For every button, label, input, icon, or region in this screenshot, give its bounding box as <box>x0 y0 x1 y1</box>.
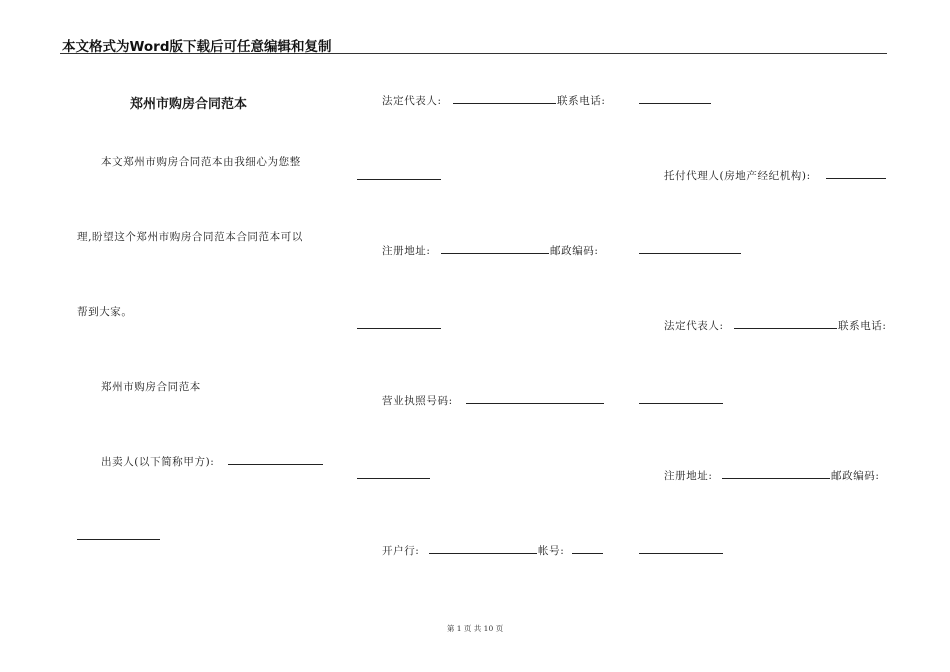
license-blank <box>466 403 604 404</box>
license-blank-extra <box>639 403 723 404</box>
header-divider <box>60 53 887 54</box>
bank-blank <box>429 553 537 554</box>
seller-label: 出卖人(以下简称甲方): <box>101 456 215 468</box>
postcode-label-2: 邮政编码: <box>831 470 880 482</box>
phone-label-2: 联系电话: <box>838 320 887 332</box>
contract-subtitle: 郑州市购房合同范本 <box>101 381 201 393</box>
page-indicator: 第 1 页 共 10 页 <box>446 624 504 633</box>
bank-label: 开户行: <box>382 545 420 557</box>
intro-line-2: 理,盼望这个郑州市购房合同范本合同范本可以 <box>77 231 303 243</box>
phone-blank <box>639 103 711 104</box>
intro-line-1: 本文郑州市购房合同范本由我细心为您整 <box>101 156 301 168</box>
continuation-blank <box>357 179 441 180</box>
download-banner: 本文格式为Word版下载后可任意编辑和复制 <box>62 39 332 55</box>
postcode-blank <box>639 253 741 254</box>
seller-blank <box>228 464 323 465</box>
account-blank <box>572 553 603 554</box>
continuation-blank <box>357 328 441 329</box>
account-label: 帐号: <box>538 545 565 557</box>
continuation-blank <box>357 478 430 479</box>
account-blank-extra <box>639 553 723 554</box>
seller-blank-continued <box>77 539 160 540</box>
legal-rep-label: 法定代表人: <box>382 95 442 107</box>
phone-label: 联系电话: <box>557 95 606 107</box>
agent-blank <box>826 178 886 179</box>
legal-rep-label-2: 法定代表人: <box>664 320 724 332</box>
legal-rep-blank-2 <box>734 328 837 329</box>
reg-addr-label: 注册地址: <box>382 245 431 257</box>
reg-addr-blank-2 <box>722 478 830 479</box>
agent-label: 托付代理人(房地产经纪机构): <box>664 170 811 182</box>
reg-addr-label-2: 注册地址: <box>664 470 713 482</box>
postcode-label: 邮政编码: <box>550 245 599 257</box>
reg-addr-blank <box>441 253 549 254</box>
legal-rep-blank <box>453 103 556 104</box>
intro-line-3: 帮到大家。 <box>77 306 133 318</box>
license-label: 营业执照号码: <box>382 395 453 407</box>
document-title: 郑州市购房合同范本 <box>130 97 248 112</box>
